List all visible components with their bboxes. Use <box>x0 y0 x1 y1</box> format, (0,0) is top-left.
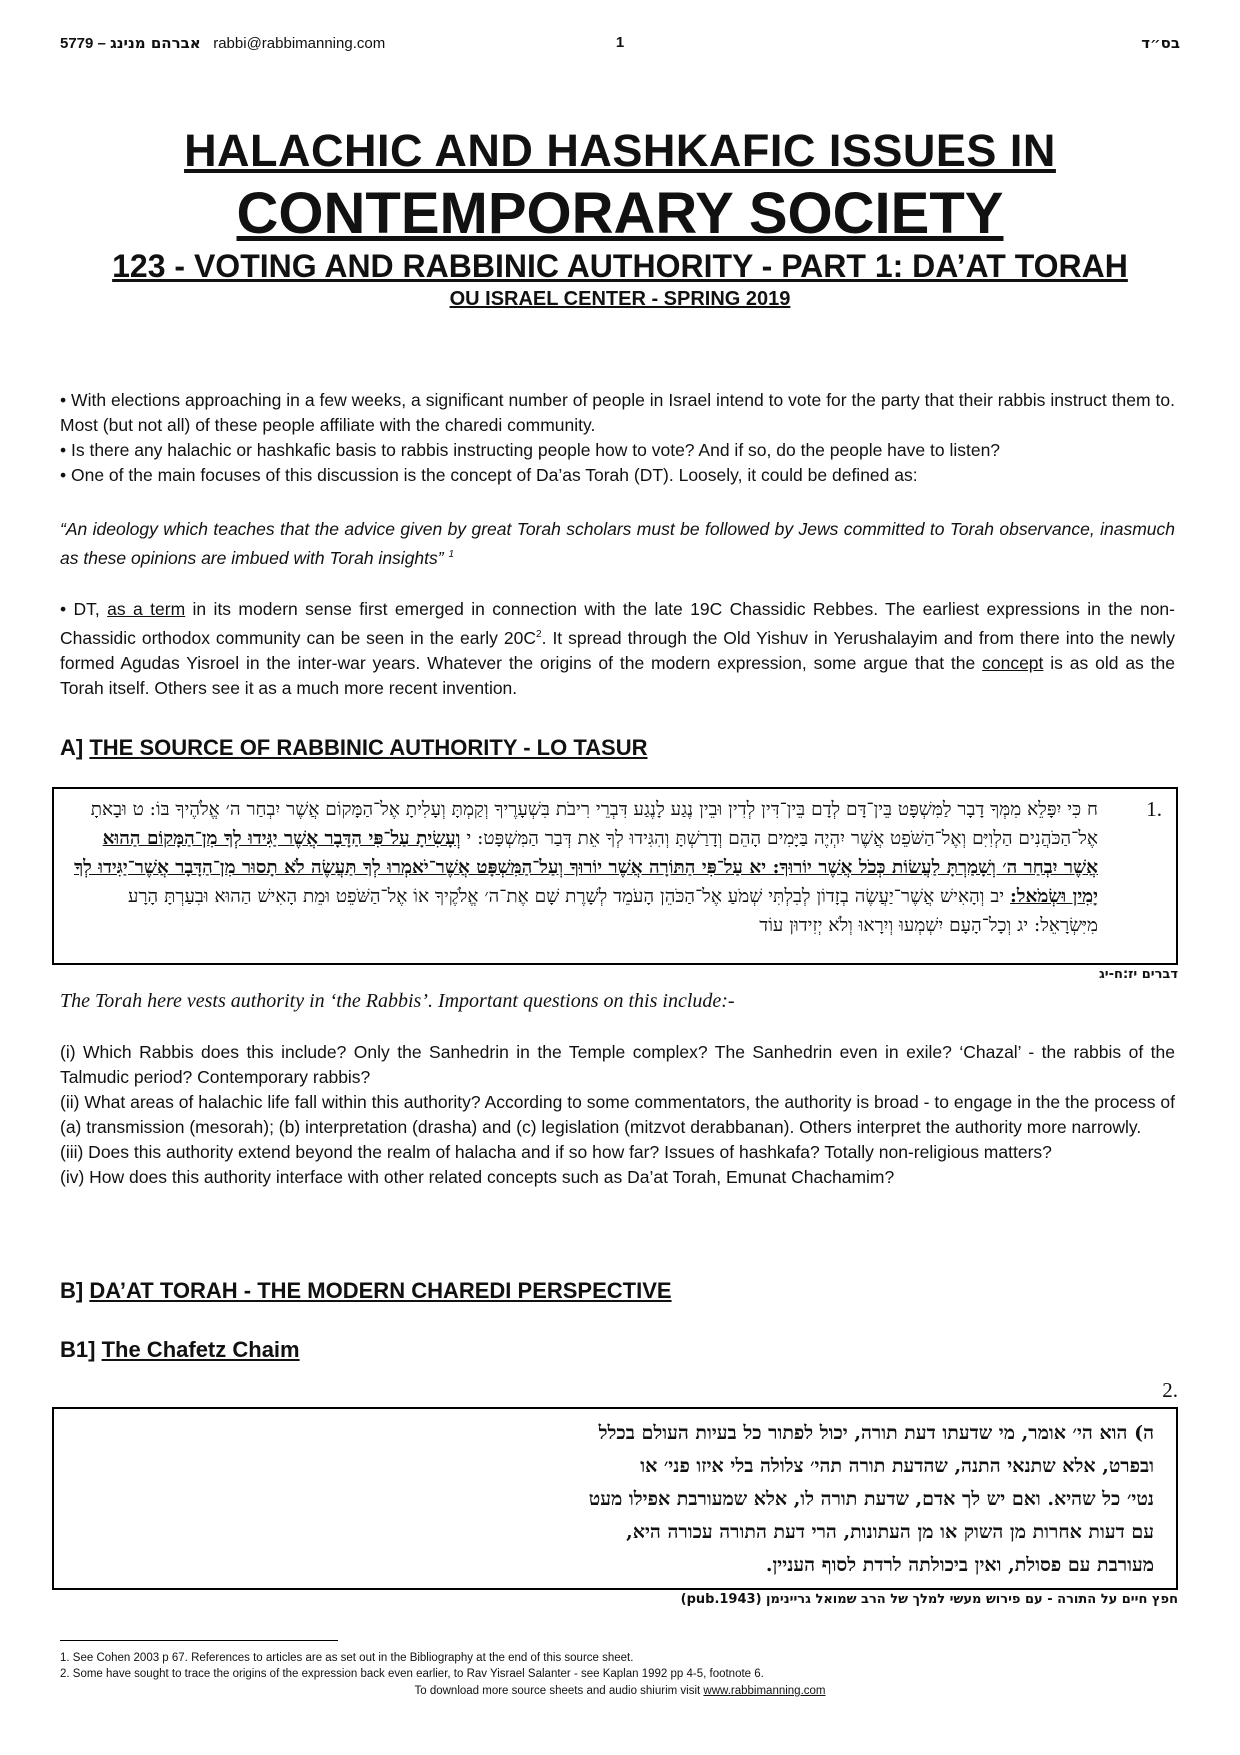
header-bsd: בס״ד <box>1141 34 1180 52</box>
source-2-line: נטי׳ כל שהיא. ואם יש לך אדם, שדעת תורה לו, אלא שמעורבת אפילו מעט <box>588 1488 1154 1510</box>
source-1-number: 1. <box>1146 797 1162 821</box>
source-1-hebrew-bold: וְעָשִׂיתָ עַל־פִּי הַדָּבָר אֲשֶׁר יַגִּידוּ לְךָ מִן־הַמָּקוֹם הַהוּא אֲשֶׁר יִבְחַר ה׳ וְשָׁמַרְתָּ לַעֲשׂוֹת כְּכֹל אֲשֶׁר יוֹרוּךָ: יא עַל־פִּי הַתּוֹרָה אֲשֶׁר יוֹרוּךָ וְעַל־הַמִּשְׁפָּט אֲשֶׁר־יֹאמְרוּ לְךָ תַּעֲשֶׂה לֹא תָסוּר מִן־הַדָּבָר אֲשֶׁר־יַגִּידוּ לְךָ יָמִין וּשְׂמֹאל: <box>74 828 1098 907</box>
intro-bullet-1: • With elections approaching in a few weeks, a significant number of people in Israel intend to vote for the party that their rabbis instruct them to. Most (but not all) of these people affiliate with the charedi community. <box>60 390 1175 435</box>
download-text: To download more source sheets and audio shiurim visit <box>414 1685 704 1697</box>
title-line-4: OU ISRAEL CENTER - SPRING 2019 <box>449 288 791 310</box>
footnote-divider <box>60 1640 338 1641</box>
source-2-line: ובפרט, אלא שתנאי התנה, שהדעת תורה תהי׳ צלולה בלי איזו פני׳ או <box>640 1455 1154 1477</box>
intro-bullets <box>60 388 1175 488</box>
section-a-heading <box>60 735 648 761</box>
intro-bullet-3: • One of the main focuses of this discussion is the concept of Da’as Torah (DT). Loosely, it could be defined as: <box>60 465 918 485</box>
header-year: 5779 <box>60 35 94 52</box>
source-2-caption: חפץ חיים על התורה - עם פירוש מעשי למלך של הרב שמואל גריינימן (pub.1943) <box>680 1592 1178 1607</box>
dt-text-2: in its modern sense first emerged in connection with the late 19C Chassidic Rebbes. The earliest expressions in the non-Chassidic orthodox community can be seen in the early 20C <box>60 599 1175 648</box>
intro-bullet-2: • Is there any halachic or hashkafic basis to rabbis instructing people how to vote? And if so, do the people have to listen? <box>60 440 1001 460</box>
dt-text-3: . It spread through the Old Yishuv in Yerushalayim and from there into the newly formed Agudas Yisroel in the inter-war years. Whatever the origins of the modern expression, some argue that the <box>60 627 1175 673</box>
title-line-3: 123 - VOTING AND RABBINIC AUTHORITY - PART 1: DA’AT TORAH <box>112 248 1128 284</box>
dt-paragraph <box>60 597 1175 701</box>
section-b1-title: The Chafetz Chaim <box>101 1337 300 1362</box>
dt-term-underlined: as a term <box>107 599 186 619</box>
question-3: (iii) Does this authority extend beyond the realm of halacha and if so how far? Issues of hashkafa? Totally non-religious matters? <box>60 1142 1052 1162</box>
dt-concept-underlined: concept <box>982 652 1044 673</box>
section-b1-prefix: B1] <box>60 1337 96 1362</box>
dt-footnote-ref[interactable]: 2 <box>536 629 542 640</box>
source-2-line: מעורבת עם פסולת, ואין ביכולתה לרדת לסוף העניין. <box>765 1554 1154 1576</box>
question-1: (i) Which Rabbis does this include? Only the Sanhedrin in the Temple complex? The Sanhedrin even in exile? ‘Chazal’ - the rabbis of the Talmudic period? Contemporary rabbis? <box>60 1042 1175 1087</box>
section-a-title: THE SOURCE OF RABBINIC AUTHORITY - LO TASUR <box>89 735 648 760</box>
quote-text: “An ideology which teaches that the advice given by great Torah scholars must be followed by Jews committed to Torah observance, inasmuch as these opinions are imbued with Torah insights” <box>60 519 1175 568</box>
question-4: (iv) How does this authority interface with other related concepts such as Da’at Torah, Emunat Chachamim? <box>60 1167 895 1187</box>
header-name: אברהם מנינג <box>110 34 201 52</box>
section-b-heading <box>60 1278 672 1304</box>
quote-footnote-ref[interactable]: 1 <box>448 549 455 560</box>
source-2-line: עם דעות אחרות מן השוק או מן העתונות, הרי דעת התורה עכורה היא, <box>626 1521 1154 1543</box>
section-b1-heading <box>60 1337 300 1363</box>
source-2-number: 2. <box>1162 1378 1178 1402</box>
section-a-prefix: A] <box>60 735 84 760</box>
header-email[interactable]: rabbi@rabbimanning.com <box>213 35 386 52</box>
dt-text-1: • DT, <box>60 599 108 619</box>
source-1-hebrew-part1: ח כִּי יִפָּלֵא מִמְּךָ דָבָר לַמִּשְׁפָּט בֵּין־דָּם לְדָם בֵּין־דִּין לְדִין וּבֵין נֶגַע לָנֶגַע דִּבְרֵי רִיבֹת בִּשְׁעָרֶיךָ וְקַמְתָּ וְעָלִיתָ אֶל־הַמָּקוֹם אֲשֶׁר יִבְחַר ה׳ אֱלֹהֶיךָ בּוֹ: ט וּבָאתָ אֶל־הַכֹּהֲנִים הַלְוִיִּם וְאֶל־הַשֹּׁפֵט אֲשֶׁר יִהְיֶה בַּיָּמִים הָהֵם וְדָרַשְׁתָּ וְהִגִּידוּ לְךָ אֵת דְּבַר הַמִּשְׁפָּט: י <box>90 799 1098 849</box>
section-a-questions <box>60 1040 1175 1190</box>
website-link[interactable]: www.rabbimanning.com <box>703 1685 826 1697</box>
source-2-hebrew <box>374 1417 1154 1582</box>
source-box-1 <box>52 787 1178 965</box>
section-a-commentary: The Torah here vests authority in ‘the Rabbis’. Important questions on this include:- <box>60 990 735 1012</box>
source-1-hebrew <box>68 795 1098 940</box>
footnote-1: 1. See Cohen 2003 p 67. References to articles are as set out in the Bibliography at the end of this source sheet. <box>60 1652 634 1664</box>
source-1-caption: דברים יז:ח-יג <box>1099 967 1178 982</box>
page-number: 1 <box>615 34 625 51</box>
source-1-hebrew-part2: יב וְהָאִישׁ אֲשֶׁר־יַעֲשֶׂה בְזָדוֹן לְבִלְתִּי שְׁמֹעַ אֶל־הַכֹּהֵן הָעֹמֵד לְשָׁרֶת שָׁם אֶת־ה׳ אֱלֹקֶיךָ אוֹ אֶל־הַשֹּׁפֵט וּמֵת הָאִישׁ הַהוּא וּבִעַרְתָּ הָרָע מִיִּשְׂרָאֵל: יג וְכָל־הָעָם יִשְׁמְעוּ וְיִרָאוּ וְלֹא יְזִידוּן עוֹד <box>128 886 1098 936</box>
source-2-line: ה) הוא הי׳ אומר, מי שדעתו דעת תורה, יכול לפתור כל בעיות העולם בכלל <box>598 1422 1154 1444</box>
dt-text-4: is as old as the Torah itself. Others see it as a much more recent invention. <box>60 652 1175 698</box>
footnote-2: 2. Some have sought to trace the origins of the expression back even earlier, to Rav Yisrael Salanter - see Kaplan 1992 pp 4-5, footnote 6. <box>60 1668 764 1680</box>
title-line-2: CONTEMPORARY SOCIETY <box>236 181 1004 246</box>
section-b-title: DA’AT TORAH - THE MODERN CHAREDI PERSPECTIVE <box>89 1278 672 1303</box>
header-left: 5779 – אברהם מנינג rabbi@rabbimanning.com <box>60 34 386 52</box>
section-b-prefix: B] <box>60 1278 84 1303</box>
download-notice <box>0 1683 1240 1699</box>
source-box-2 <box>52 1407 1178 1590</box>
question-2: (ii) What areas of halachic life fall within this authority? According to some commentators, the authority is broad - to engage in the the process of (a) transmission (mesorah); (b) interpretation (drasha) and (c) legislation (mitzvot derabbanan). Others interpret the authority more narrowly. <box>60 1092 1175 1137</box>
title-line-1: HALACHIC AND HASHKAFIC ISSUES IN <box>184 125 1056 176</box>
dt-definition-quote <box>60 517 1175 571</box>
